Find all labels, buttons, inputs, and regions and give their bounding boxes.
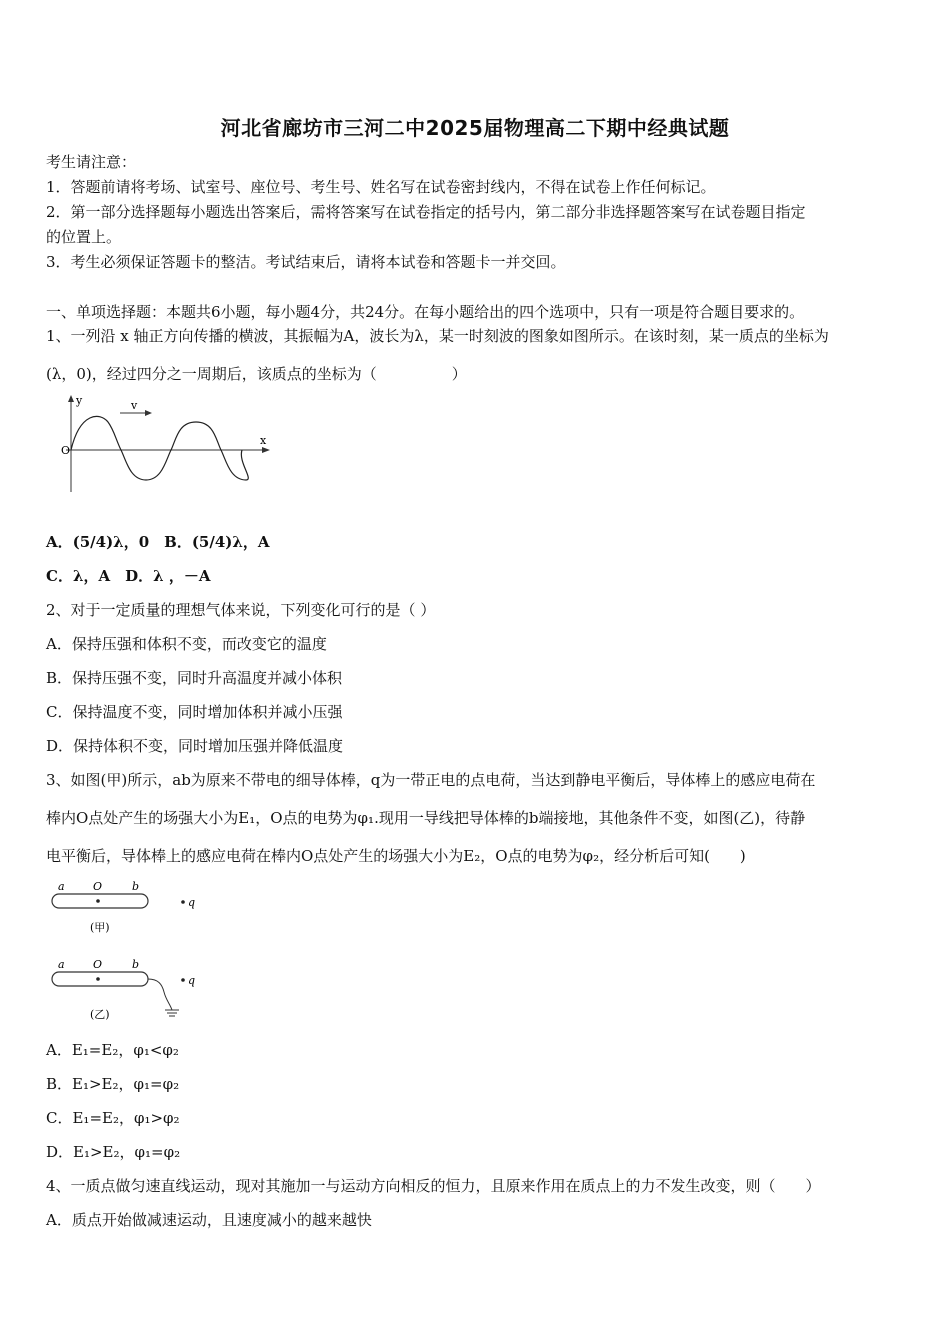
label-o: O — [93, 958, 103, 971]
x-axis-arrow — [262, 447, 270, 453]
label-q: q — [188, 974, 196, 987]
q4-option-a: A．质点开始做减速运动，且速度减小的越来越快 — [46, 1211, 372, 1229]
wave-curve — [71, 416, 248, 480]
conductor-rod — [52, 894, 148, 908]
point-charge — [181, 900, 185, 904]
q2-option-d: D．保持体积不变，同时增加压强并降低温度 — [46, 737, 344, 755]
caption-yi: (乙) — [90, 1008, 110, 1021]
point-o — [96, 899, 100, 903]
q1-stem-line2: (λ，0)，经过四分之一周期后，该质点的坐标为（ ） — [46, 365, 467, 383]
velocity-arrowhead — [145, 410, 152, 416]
label-a: a — [58, 880, 65, 893]
q1-wave-figure — [58, 392, 278, 498]
y-axis-arrow — [68, 395, 74, 402]
label-q: q — [188, 896, 196, 909]
q3-figure-yi — [46, 954, 216, 1024]
page-title: 河北省廊坊市三河二中2025届物理高二下期中经典试题 — [220, 116, 730, 140]
notice-item-2-cont: 的位置上。 — [46, 228, 122, 246]
q3-stem-line3: 电平衡后，导体棒上的感应电荷在棒内O点处产生的场强大小为E₂，O点的电势为φ₂，经分析后可知( ) — [46, 847, 746, 865]
label-o: O — [93, 880, 103, 893]
y-axis-label: y — [76, 394, 83, 407]
velocity-label: v — [131, 399, 138, 412]
q2-stem: 2、对于一定质量的理想气体来说，下列变化可行的是（ ） — [46, 601, 436, 619]
label-b: b — [132, 958, 140, 971]
notice-item-2: 2．第一部分选择题每小题选出答案后，需将答案写在试卷指定的括号内，第二部分非选择题答案写在试卷题目指定 — [46, 203, 806, 221]
q3-stem-line1: 3、如图(甲)所示，ab为原来不带电的细导体棒，q为一带正电的点电荷，当达到静电平衡后，导体棒上的感应电荷在 — [46, 771, 816, 789]
q3-stem-line2: 棒内O点处产生的场强大小为E₁，O点的电势为φ₁.现用一导线把导体棒的b端接地，其他条件不变，如图(乙)，待静 — [46, 809, 806, 827]
origin-label: O — [61, 444, 71, 457]
point-o — [96, 977, 100, 981]
q3-option-a: A．E₁=E₂，φ₁<φ₂ — [46, 1041, 179, 1059]
q3-option-d: D．E₁>E₂，φ₁=φ₂ — [46, 1143, 181, 1161]
label-b: b — [132, 880, 140, 893]
q3-option-b: B．E₁>E₂，φ₁=φ₂ — [46, 1075, 180, 1093]
q2-option-b: B．保持压强不变，同时升高温度并减小体积 — [46, 669, 343, 687]
q1-stem-line1: 1、一列沿 x 轴正方向传播的横波，其振幅为A，波长为λ，某一时刻波的图象如图所示。在该时刻，某一质点的坐标为 — [46, 327, 829, 345]
notice-item-1: 1．答题前请将考场、试室号、座位号、考生号、姓名写在试卷密封线内，不得在试卷上作任何标记。 — [46, 178, 716, 196]
label-a: a — [58, 958, 65, 971]
ground-wire — [148, 979, 172, 1010]
q1-options-ab: A．(5/4)λ，0 B．(5/4)λ，A — [46, 533, 270, 551]
notice-item-3: 3．考生必须保证答题卡的整洁。考试结束后，请将本试卷和答题卡一并交回。 — [46, 253, 566, 271]
q2-option-a: A．保持压强和体积不变，而改变它的温度 — [46, 635, 327, 653]
point-charge — [181, 978, 185, 982]
q1-options-cd: C．λ，A D．λ ，－A — [46, 567, 211, 585]
q3-option-c: C．E₁=E₂，φ₁>φ₂ — [46, 1109, 180, 1127]
q4-stem: 4、一质点做匀速直线运动，现对其施加一与运动方向相反的恒力，且原来作用在质点上的力不发生改变，则（ ） — [46, 1177, 821, 1195]
caption-jia: (甲) — [90, 921, 110, 934]
q3-figure-jia — [46, 876, 216, 938]
section-heading: 一、单项选择题：本题共6小题，每小题4分，共24分。在每小题给出的四个选项中，只有一项是符合题目要求的。 — [46, 303, 805, 321]
x-axis-label: x — [260, 434, 267, 447]
notice-heading: 考生请注意： — [46, 153, 137, 171]
conductor-rod — [52, 972, 148, 986]
q2-option-c: C．保持温度不变，同时增加体积并减小压强 — [46, 703, 343, 721]
